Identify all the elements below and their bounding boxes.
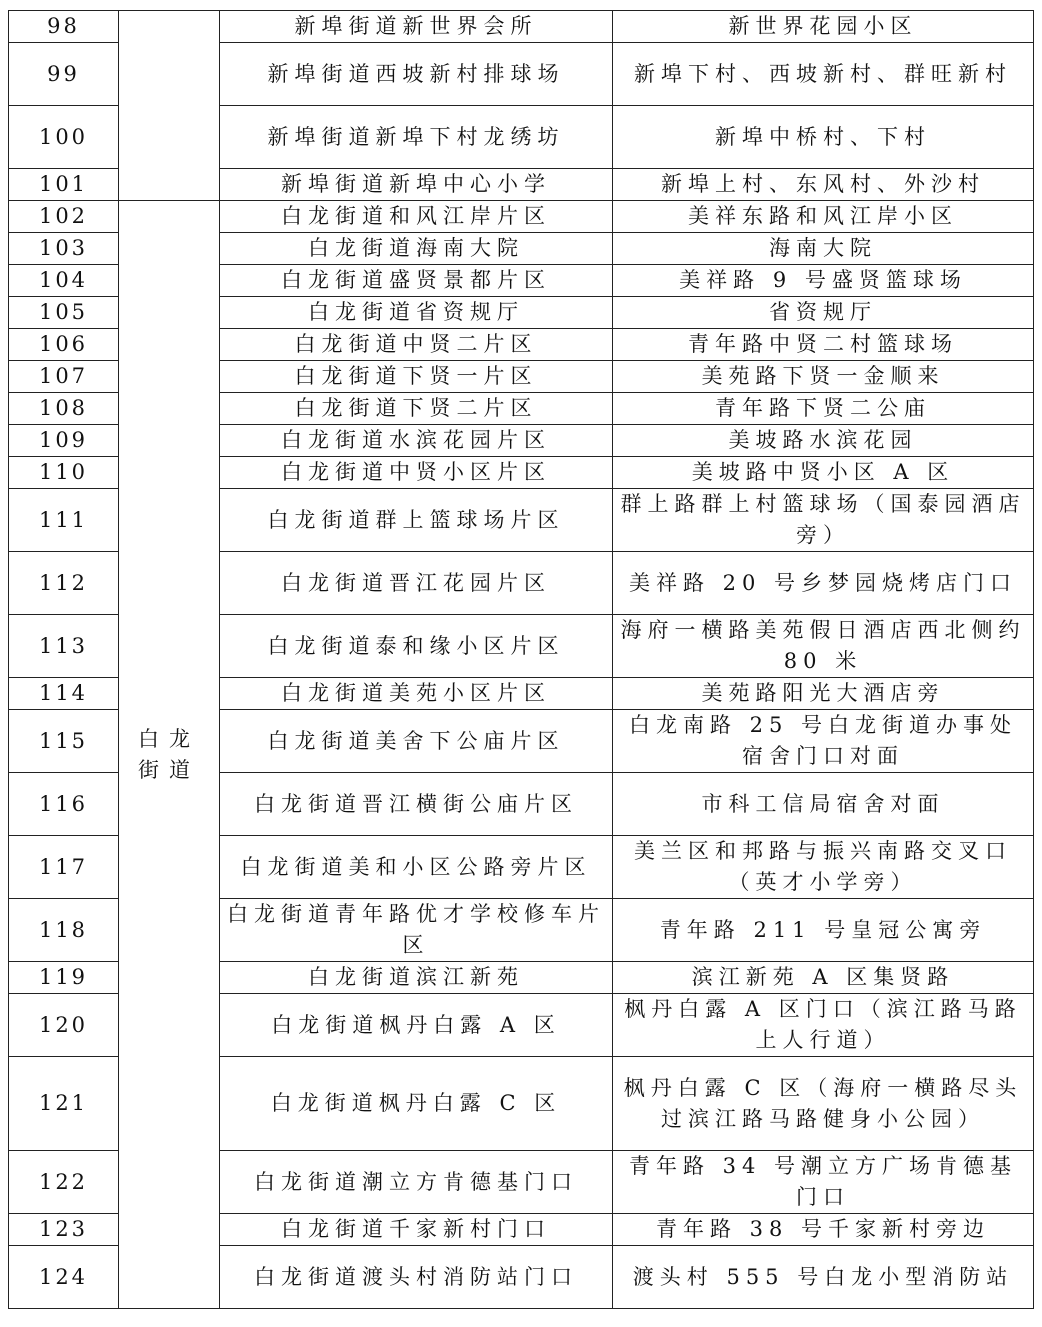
site-location: 枫丹白露 C 区（海府一横路尽头过滨江路马路健身小公园） [613,1057,1034,1151]
site-location: 美兰区和邦路与振兴南路交叉口（英才小学旁） [613,836,1034,899]
site-location: 新世界花园小区 [613,11,1034,43]
site-location: 渡头村 555 号白龙小型消防站 [613,1246,1034,1309]
site-location: 枫丹白露 A 区门口（滨江路马路上人行道） [613,994,1034,1057]
site-name: 白龙街道盛贤景都片区 [220,265,613,297]
site-location: 海南大院 [613,233,1034,265]
site-location: 美苑路阳光大酒店旁 [613,678,1034,710]
site-name: 白龙街道美舍下公庙片区 [220,710,613,773]
row-number: 105 [9,297,119,329]
site-name: 白龙街道水滨花园片区 [220,425,613,457]
site-name: 白龙街道下贤二片区 [220,393,613,425]
row-number: 116 [9,773,119,836]
district-cell-bailong [119,201,220,1309]
site-location: 青年路下贤二公庙 [613,393,1034,425]
site-name: 白龙街道省资规厅 [220,297,613,329]
row-number: 121 [9,1057,119,1151]
site-name: 白龙街道枫丹白露 C 区 [220,1057,613,1151]
row-number: 98 [9,11,119,43]
site-location: 白龙南路 25 号白龙街道办事处宿舍门口对面 [613,710,1034,773]
row-number: 107 [9,361,119,393]
table-row [9,11,1034,43]
site-location: 青年路 38 号千家新村旁边 [613,1214,1034,1246]
site-location: 美坡路中贤小区 A 区 [613,457,1034,489]
site-location: 新埠下村、西坡新村、群旺新村 [613,43,1034,106]
site-name: 白龙街道美和小区公路旁片区 [220,836,613,899]
row-number: 102 [9,201,119,233]
row-number: 117 [9,836,119,899]
site-location: 美坡路水滨花园 [613,425,1034,457]
site-location: 青年路 211 号皇冠公寓旁 [613,899,1034,962]
row-number: 109 [9,425,119,457]
site-location: 新埠中桥村、下村 [613,106,1034,169]
district-cell-xinbu [119,11,220,201]
site-name: 白龙街道中贤二片区 [220,329,613,361]
row-number: 123 [9,1214,119,1246]
site-location: 美祥路 9 号盛贤篮球场 [613,265,1034,297]
row-number: 115 [9,710,119,773]
row-number: 101 [9,169,119,201]
site-location: 美祥东路和风江岸小区 [613,201,1034,233]
site-name: 白龙街道下贤一片区 [220,361,613,393]
row-number: 118 [9,899,119,962]
site-location: 海府一横路美苑假日酒店西北侧约 80 米 [613,615,1034,678]
table-row [9,201,1034,233]
row-number: 120 [9,994,119,1057]
site-name: 白龙街道潮立方肯德基门口 [220,1151,613,1214]
site-name: 白龙街道美苑小区片区 [220,678,613,710]
site-location: 滨江新苑 A 区集贤路 [613,962,1034,994]
row-number: 124 [9,1246,119,1309]
site-name: 白龙街道晋江花园片区 [220,552,613,615]
site-name: 新埠街道新埠中心小学 [220,169,613,201]
row-number: 114 [9,678,119,710]
row-number: 112 [9,552,119,615]
site-name: 白龙街道青年路优才学校修车片区 [220,899,613,962]
site-location: 市科工信局宿舍对面 [613,773,1034,836]
site-name: 白龙街道晋江横街公庙片区 [220,773,613,836]
district-label: 白龙街道 [138,726,200,782]
site-location: 美苑路下贤一金顺来 [613,361,1034,393]
site-name: 白龙街道枫丹白露 A 区 [220,994,613,1057]
site-name: 白龙街道中贤小区片区 [220,457,613,489]
row-number: 99 [9,43,119,106]
site-location: 省资规厅 [613,297,1034,329]
table-body [9,11,1034,1309]
site-name: 白龙街道群上篮球场片区 [220,489,613,552]
site-location: 美祥路 20 号乡梦园烧烤店门口 [613,552,1034,615]
row-number: 103 [9,233,119,265]
row-number: 119 [9,962,119,994]
row-number: 110 [9,457,119,489]
site-name: 新埠街道西坡新村排球场 [220,43,613,106]
site-name: 白龙街道泰和缘小区片区 [220,615,613,678]
row-number: 108 [9,393,119,425]
row-number: 122 [9,1151,119,1214]
site-location: 青年路 34 号潮立方广场肯德基门口 [613,1151,1034,1214]
site-table [8,10,1034,1309]
site-name: 白龙街道渡头村消防站门口 [220,1246,613,1309]
site-name: 白龙街道千家新村门口 [220,1214,613,1246]
row-number: 104 [9,265,119,297]
site-location: 群上路群上村篮球场（国泰园酒店旁） [613,489,1034,552]
site-name: 白龙街道和风江岸片区 [220,201,613,233]
site-location: 新埠上村、东风村、外沙村 [613,169,1034,201]
row-number: 113 [9,615,119,678]
site-location: 青年路中贤二村篮球场 [613,329,1034,361]
row-number: 106 [9,329,119,361]
site-name: 新埠街道新埠下村龙绣坊 [220,106,613,169]
row-number: 111 [9,489,119,552]
row-number: 100 [9,106,119,169]
site-name: 白龙街道滨江新苑 [220,962,613,994]
site-name: 白龙街道海南大院 [220,233,613,265]
site-name: 新埠街道新世界会所 [220,11,613,43]
